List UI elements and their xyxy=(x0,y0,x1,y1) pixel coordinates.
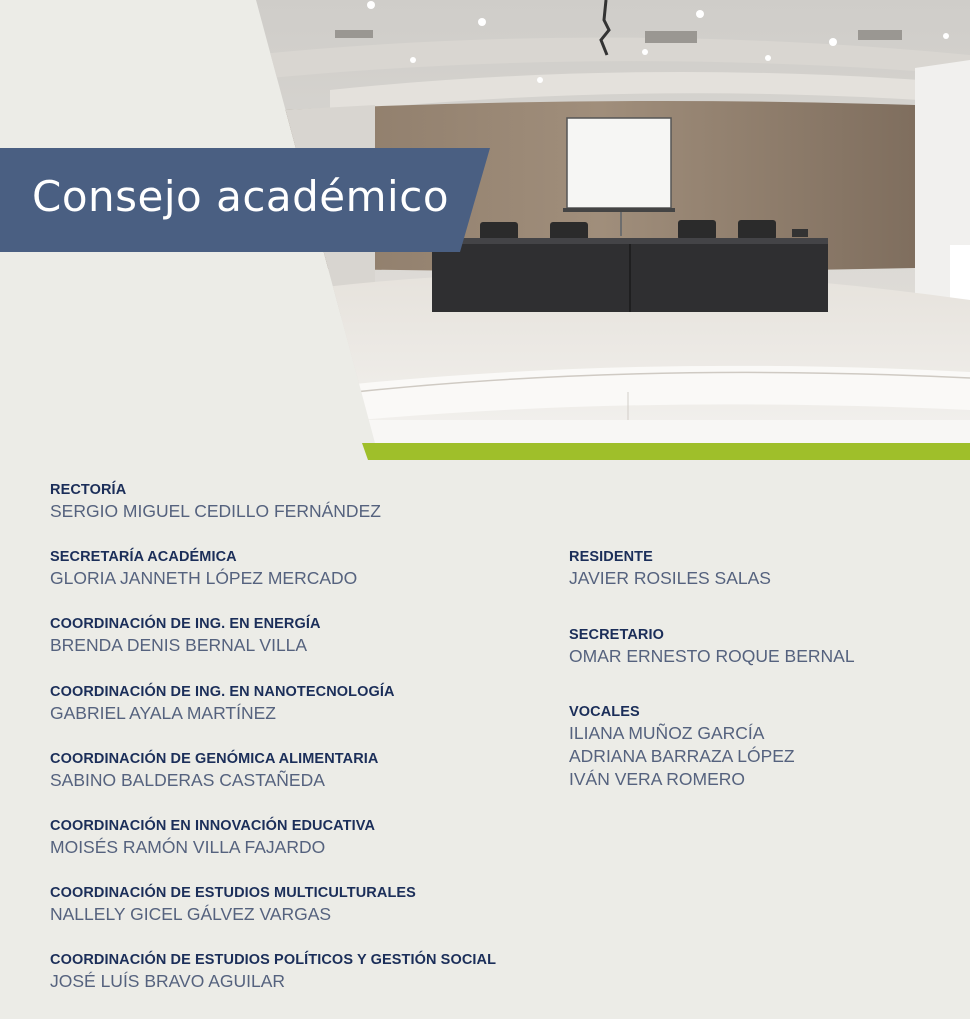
list-item xyxy=(50,548,550,615)
role-label: SECRETARÍA ACADÉMICA xyxy=(50,549,237,566)
list-item xyxy=(50,817,550,884)
person-name: MOISÉS RAMÓN VILLA FAJARDO xyxy=(50,836,326,857)
person-name: NALLELY GICEL GÁLVEZ VARGAS xyxy=(50,904,332,925)
role-label: RESIDENTE xyxy=(569,549,653,565)
role-label: VOCALES xyxy=(569,704,640,720)
person-name: ADRIANA BARRAZA LÓPEZ xyxy=(569,746,795,766)
accent-stripe xyxy=(362,443,970,460)
person-name: IVÁN VERA ROMERO xyxy=(569,769,746,789)
list-item-secretario xyxy=(569,626,949,703)
person-name: GABRIEL AYALA MARTÍNEZ xyxy=(50,702,276,723)
left-column xyxy=(50,481,550,1019)
person-name: BRENDA DENIS BERNAL VILLA xyxy=(50,635,308,656)
list-item xyxy=(50,884,550,951)
person-name: JOSÉ LUÍS BRAVO AGUILAR xyxy=(50,971,286,992)
person-name: SABINO BALDERAS CASTAÑEDA xyxy=(50,769,325,790)
person-name: SERGIO MIGUEL CEDILLO FERNÁNDEZ xyxy=(50,501,381,521)
list-item xyxy=(50,683,550,750)
role-label: COORDINACIÓN EN INNOVACIÓN EDUCATIVA xyxy=(50,817,376,834)
list-item-residente xyxy=(569,548,949,626)
list-item xyxy=(50,481,550,548)
role-label: SECRETARIO xyxy=(569,627,664,643)
page-title: Consejo académico xyxy=(32,172,450,221)
person-name: ILIANA MUÑOZ GARCÍA xyxy=(569,723,765,743)
list-item xyxy=(50,615,550,682)
list-item-vocales xyxy=(569,703,949,791)
list-item xyxy=(50,750,550,817)
role-label: COORDINACIÓN DE ESTUDIOS POLÍTICOS Y GESTIÓN SOCIAL xyxy=(50,952,497,969)
person-name: OMAR ERNESTO ROQUE BERNAL xyxy=(569,646,855,666)
role-label: RECTORÍA xyxy=(50,482,127,498)
list-item xyxy=(50,951,550,1018)
person-name: JAVIER ROSILES SALAS xyxy=(569,568,771,588)
role-label: COORDINACIÓN DE ESTUDIOS MULTICULTURALES xyxy=(50,885,416,902)
person-name: GLORIA JANNETH LÓPEZ MERCADO xyxy=(50,568,358,589)
role-label: COORDINACIÓN DE GENÓMICA ALIMENTARIA xyxy=(50,750,379,767)
right-column xyxy=(569,548,949,791)
role-label: COORDINACIÓN DE ING. EN NANOTECNOLOGÍA xyxy=(50,683,395,700)
role-label: COORDINACIÓN DE ING. EN ENERGÍA xyxy=(50,616,321,633)
